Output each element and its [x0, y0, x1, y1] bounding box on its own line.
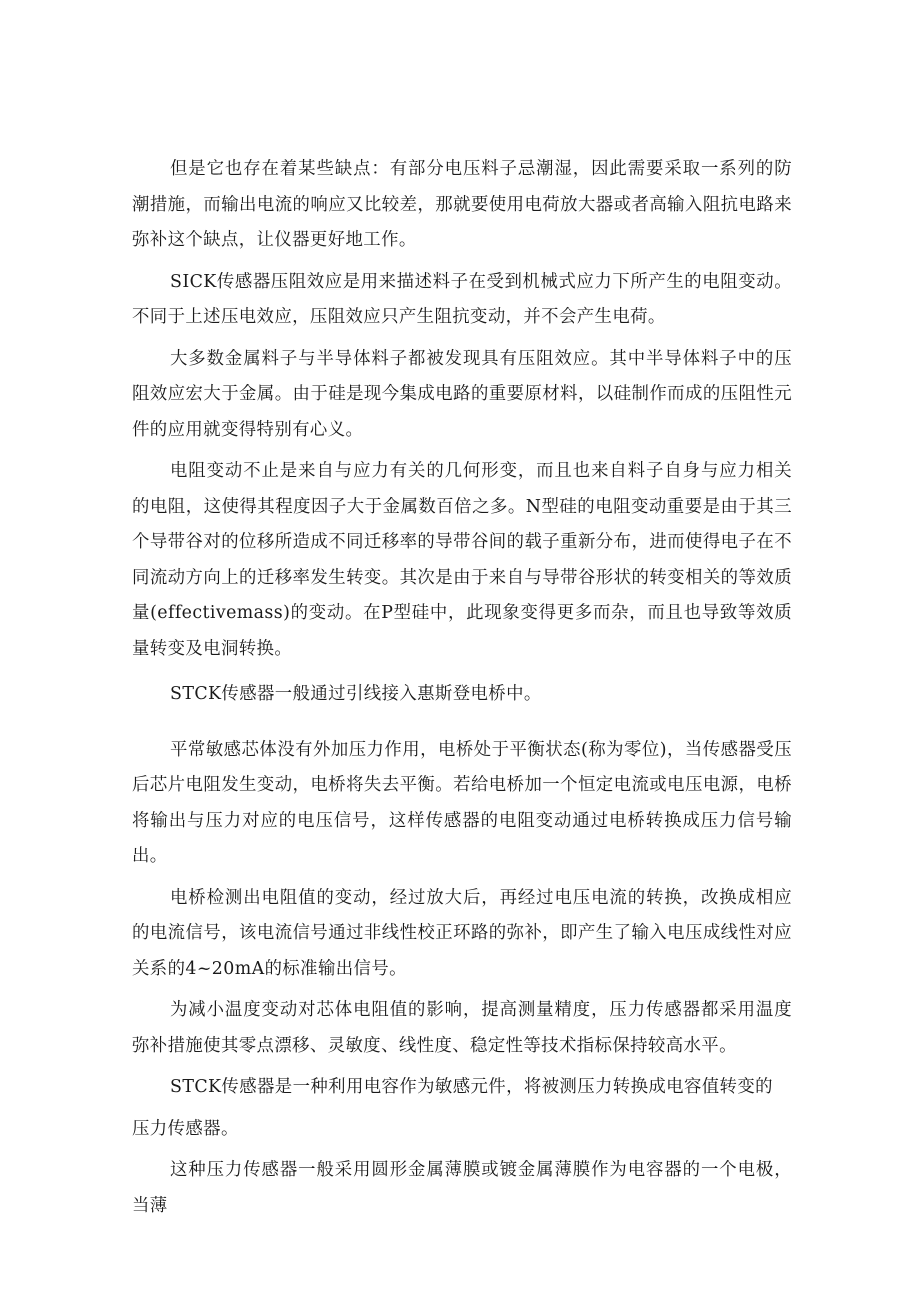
paragraph-metal-membrane: 这种压力传感器一般采用圆形金属薄膜或镀金属薄膜作为电容器的一个电极，当薄: [132, 1160, 792, 1216]
document-body: [132, 152, 792, 1224]
paragraph-semiconductor-materials: 大多数金属料子与半导体料子都被发现具有压阻效应。其中半导体料子中的压阻效应宏大于金属。由于硅是现今集成电路的重要原材料，以硅制作而成的压阻性元件的应用就变得特别有心义。: [132, 348, 792, 440]
paragraph-bridge-balance: 平常敏感芯体没有外加压力作用，电桥处于平衡状态(称为零位)，当传感器受压后芯片电阻发生变动，电桥将失去平衡。若给电桥加一个恒定电流或电压电源，电桥将输出与压力对应的电压信号，这样传感器的电阻变动通过电桥转换成压力信号输出。: [132, 739, 792, 866]
paragraph-current-signal: 电桥检测出电阻值的变动，经过放大后，再经过电压电流的转换，改换成相应的电流信号，该电流信号通过非线性校正环路的弥补，即产生了输入电压成线性对应关系的4~20mA的标准输出信号。: [132, 887, 792, 979]
paragraph-capacitive-sensor: STCK传感器是一种利用电容作为敏感元件，将被测压力转换成电容值转变的: [170, 1077, 773, 1097]
paragraph-drawbacks: 但是它也存在着某些缺点：有部分电压料子忌潮湿，因此需要采取一系列的防潮措施，而输出电流的响应又比较差，那就要使用电荷放大器或者高输入阻抗电路来弥补这个缺点，让仪器更好地工作。: [132, 159, 792, 250]
paragraph-temperature-compensation: 为减小温度变动对芯体电阻值的影响，提高测量精度，压力传感器都采用温度弥补措施使其零点漂移、灵敏度、线性度、稳定性等技术指标保持较高水平。: [132, 1000, 792, 1056]
paragraph-capacitive-sensor-continued: 压力传感器。: [132, 1118, 239, 1139]
paragraph-wheatstone-bridge: STCK传感器一般通过引线接入惠斯登电桥中。: [170, 684, 542, 704]
paragraph-piezoresistive-effect: SICK传感器压阻效应是用来描述料子在受到机械式应力下所产生的电阻变动。不同于上述压电效应，压阻效应只产生阻抗变动，并不会产生电荷。: [132, 271, 792, 327]
paragraph-resistance-change: 电阻变动不止是来自与应力有关的几何形变，而且也来自料子自身与应力相关的电阻，这使得其程度因子大于金属数百倍之多。N型硅的电阻变动重要是由于其三个导带谷对的位移所造成不同迁移率的导带谷间的载子重新分布，进而使得电子在不同流动方向上的迁移率发生转变。其次是由于来自与导带谷形状的转变相关的等效质量(effectivemass)的变动。在P型硅中，此现象变得更多而杂，而且也导致等效质量转变及电洞转换。: [132, 461, 792, 659]
